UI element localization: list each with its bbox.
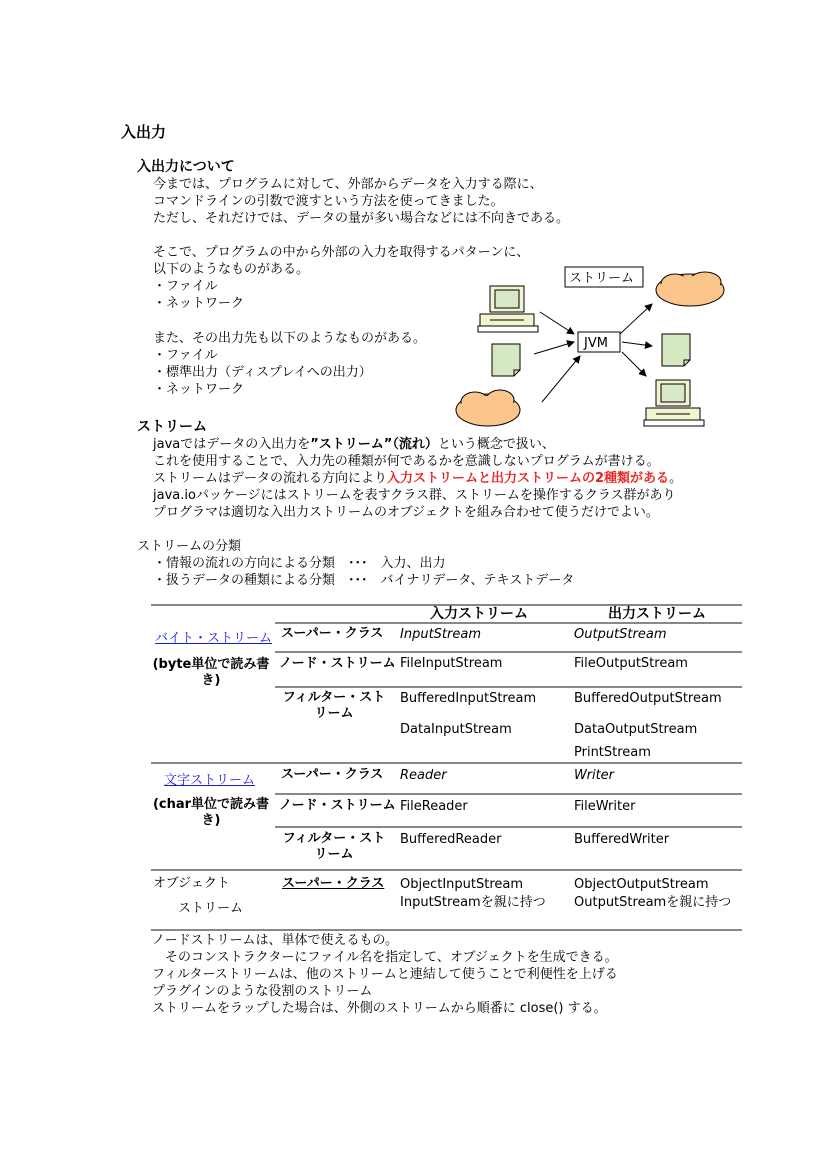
arrow-file-to-jvm bbox=[534, 342, 574, 354]
char-super-in: Reader bbox=[400, 768, 447, 783]
stream-label: ストリーム bbox=[569, 271, 635, 286]
classification-row-1-value: 入力、出力 bbox=[380, 556, 446, 571]
input-item-file: ・ファイル bbox=[153, 279, 218, 294]
stream-line-1 bbox=[153, 436, 555, 453]
output-cloud-icon bbox=[656, 272, 724, 306]
note-line-5: ストリームをラップした場合は、外側のストリームから順番に close() する。 bbox=[152, 1001, 607, 1016]
col-header-input: 入力ストリーム bbox=[430, 606, 528, 622]
object-super-label: スーパー・クラス bbox=[282, 876, 385, 891]
stream-line-2: これを使用することで、入力先の種類が何であるかを意識しないプログラムが書ける。 bbox=[153, 454, 660, 469]
input-item-network: ・ネットワーク bbox=[153, 296, 245, 311]
stream-line-4: java.ioパッケージにはストリームを表すクラス群、ストリームを操作するクラス群があり bbox=[153, 488, 676, 503]
input-file-icon bbox=[492, 344, 520, 376]
byte-filter-out-1: BufferedOutputStream bbox=[574, 691, 722, 706]
arrow-computer-to-jvm bbox=[540, 312, 574, 334]
stream-line-5: プログラマは適切な入出力ストリームのオブジェクトを組み合わせて使うだけでよい。 bbox=[153, 505, 659, 520]
stream-highlight: 入力ストリームと出力ストリームの2種類がある bbox=[387, 471, 670, 486]
byte-super-out: OutputStream bbox=[574, 627, 667, 642]
char-super-label: スーパー・クラス bbox=[281, 767, 384, 782]
arrow-jvm-to-file bbox=[622, 342, 652, 346]
note-line-2: そのコンストラクターにファイル名を指定して、オブジェクトを生成できる。 bbox=[152, 950, 618, 965]
arrow-jvm-to-computer bbox=[622, 352, 646, 376]
byte-node-label: ノード・ストリーム bbox=[279, 656, 396, 671]
byte-stream-link[interactable]: バイト・ストリーム bbox=[155, 631, 273, 646]
note-line-3: フィルターストリームは、他のストリームと連結して使うことで利便性を上げる bbox=[152, 967, 618, 982]
byte-super-in: InputStream bbox=[400, 627, 481, 642]
output-item-network: ・ネットワーク bbox=[153, 382, 245, 397]
stream-line-3a: ストリームはデータの流れる方向により bbox=[153, 471, 388, 486]
classification-heading: ストリームの分類 bbox=[137, 539, 242, 554]
output-computer-icon bbox=[644, 380, 704, 426]
classification-row-2-value: バイナリデータ、テキストデータ bbox=[380, 573, 575, 588]
col-header-output: 出力ストリーム bbox=[608, 606, 706, 622]
byte-rule-2 bbox=[275, 686, 742, 688]
object-label-2: ストリーム bbox=[178, 901, 244, 916]
char-rule-1 bbox=[275, 793, 742, 795]
output-file-icon bbox=[662, 334, 690, 366]
classification-row-1 bbox=[153, 555, 446, 572]
char-filter-label: フィルター・ストリーム bbox=[282, 831, 386, 862]
intro-line-2: コマンドラインの引数で渡すという方法を使ってきました。 bbox=[153, 194, 504, 209]
output-line-1: また、その出力先も以下のようなものがある。 bbox=[153, 331, 427, 346]
char-node-label: ノード・ストリーム bbox=[279, 798, 396, 813]
classification-row-2 bbox=[153, 572, 574, 589]
byte-filter-in-2: DataInputStream bbox=[400, 722, 512, 737]
header-rule bbox=[275, 622, 742, 624]
input-line-2: 以下のようなものがある。 bbox=[153, 262, 310, 277]
byte-filter-label: フィルター・ストリーム bbox=[282, 690, 386, 721]
byte-filter-out-3: PrintStream bbox=[574, 745, 651, 760]
byte-unit-label: (byte単位で読み書き) bbox=[152, 657, 270, 688]
classification-row-2-label: ・扱うデータの種類による分類 ･･･ bbox=[153, 573, 368, 588]
byte-rule-1 bbox=[275, 651, 742, 653]
note-line-4: プラグインのような役割のストリーム bbox=[152, 984, 373, 999]
page-title: 入出力 bbox=[121, 123, 167, 141]
char-node-out: FileWriter bbox=[574, 799, 636, 814]
stream-line-3 bbox=[153, 470, 682, 487]
stream-term: ”ストリーム”（流れ） bbox=[310, 437, 438, 452]
stream-line-3c: 。 bbox=[669, 471, 683, 486]
char-unit-label: (char単位で読み書き) bbox=[152, 797, 270, 828]
char-rule-2 bbox=[275, 826, 742, 828]
input-line-1: そこで、プログラムの中から外部の入力を取得するパターンに、 bbox=[153, 245, 530, 260]
byte-node-out: FileOutputStream bbox=[574, 656, 688, 671]
char-super-out: Writer bbox=[574, 768, 615, 783]
input-cloud-icon bbox=[456, 390, 520, 426]
stream-line-1a: javaではデータの入出力を bbox=[153, 437, 311, 452]
object-in-1: ObjectInputStream bbox=[400, 877, 524, 892]
char-stream-link[interactable]: 文字ストリーム bbox=[164, 773, 256, 788]
table-bottom-rule bbox=[151, 929, 742, 931]
byte-filter-out-2: DataOutputStream bbox=[574, 722, 698, 737]
object-out-1: ObjectOutputStream bbox=[574, 877, 709, 892]
object-out-2: OutputStreamを親に持つ bbox=[574, 895, 732, 910]
byte-super-label: スーパー・クラス bbox=[281, 626, 384, 641]
classification-row-1-label: ・情報の流れの方向による分類 ･･･ bbox=[153, 556, 368, 571]
char-node-in: FileReader bbox=[400, 799, 468, 814]
byte-node-in: FileInputStream bbox=[400, 656, 503, 671]
intro-line-3: ただし、それだけでは、データの量が多い場合などには不向きである。 bbox=[153, 211, 570, 226]
output-item-display: ・標準出力（ディスプレイへの出力） bbox=[153, 365, 372, 380]
char-filter-in: BufferedReader bbox=[400, 832, 502, 847]
byte-filter-in-1: BufferedInputStream bbox=[400, 691, 537, 706]
object-in-2: InputStreamを親に持つ bbox=[400, 895, 546, 910]
output-item-file: ・ファイル bbox=[153, 348, 218, 363]
char-filter-out: BufferedWriter bbox=[574, 832, 670, 847]
stream-line-1c: という概念で扱い、 bbox=[437, 437, 555, 452]
section-heading-stream: ストリーム bbox=[137, 419, 207, 435]
arrow-jvm-to-cloud bbox=[620, 304, 652, 334]
jvm-label: JVM bbox=[584, 336, 608, 351]
char-section-rule bbox=[151, 869, 742, 871]
input-computer-icon bbox=[478, 286, 538, 332]
stream-diagram bbox=[450, 262, 750, 442]
arrow-cloud-to-jvm bbox=[542, 356, 580, 402]
byte-section-rule bbox=[151, 762, 742, 764]
object-label-1: オブジェクト bbox=[153, 876, 230, 891]
note-line-1: ノードストリームは、単体で使えるもの。 bbox=[152, 933, 398, 948]
intro-line-1: 今までは、プログラムに対して、外部からデータを入力する際に、 bbox=[153, 177, 543, 192]
section-heading-io: 入出力について bbox=[137, 159, 235, 175]
